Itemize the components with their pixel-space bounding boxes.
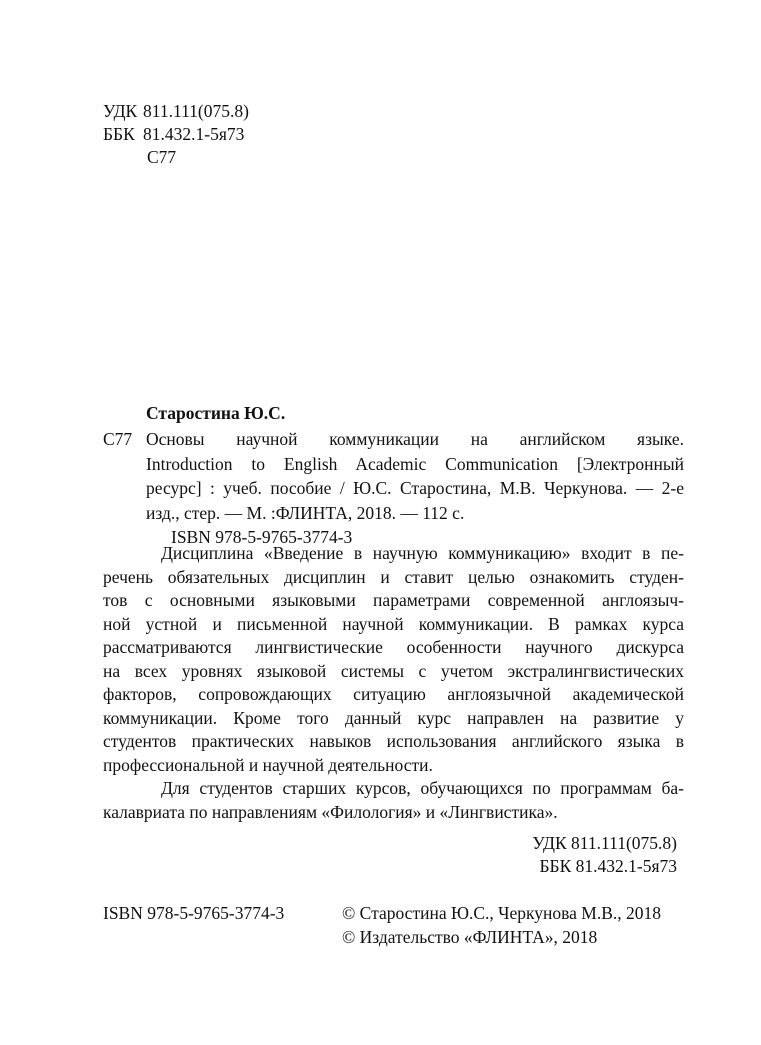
abstract-line: факторов, сопровождающих ситуацию англоязычной академической — [103, 684, 684, 704]
author-code: С77 — [147, 147, 177, 167]
cutter-code: С77 — [103, 429, 133, 449]
abstract-line: Дисциплина «Введение в научную коммуникацию» входит в пе- — [161, 543, 684, 563]
bbk-value: 81.432.1-5я73 — [143, 124, 245, 144]
copyright-line: © Старостина Ю.С., Черкунова М.В., 2018 — [342, 903, 662, 923]
biblio-line: ресурс] : учеб. пособие / Ю.С. Старостина, М.В. Черкунова. — 2-е — [146, 478, 684, 498]
bbk-row — [103, 123, 249, 146]
copyright-block — [342, 902, 661, 949]
biblio-line: Основы научной коммуникации на английском языке. — [146, 429, 684, 449]
copyright-line: © Издательство «ФЛИНТА», 2018 — [342, 926, 598, 947]
footer-bbk: ББК 81.432.1-5я73 — [539, 856, 677, 876]
audience-line: Для студентов старших курсов, обучающихся по программам ба- — [161, 778, 684, 798]
classification-header — [103, 100, 249, 169]
udk-label: УДК — [103, 101, 138, 121]
biblio-line: изд., стер. — М. :ФЛИНТА, 2018. — 112 с. — [146, 502, 465, 523]
bbk-label: ББК — [103, 124, 135, 144]
abstract-line: коммуникации. Кроме того данный курс направлен на развитие у — [103, 707, 684, 728]
abstract-line: рассматриваются лингвистические особенности научного дискурса — [103, 637, 684, 657]
abstract-line: на всех уровнях языковой системы с учетом экстралингвистических — [103, 660, 684, 681]
author-heading: Старостина Ю.С. — [146, 403, 286, 423]
udk-value: 811.111(075.8) — [143, 101, 249, 121]
abstract-line: тов с основными языковыми параметрами современной англоязыч- — [103, 590, 684, 610]
footer-isbn: ISBN 978-5-9765-3774-3 — [103, 903, 285, 923]
abstract-line: речень обязательных дисциплин и ставит целью ознакомить студен- — [103, 566, 684, 587]
abstract — [103, 542, 684, 824]
audience-line: калавриата по направлениям «Филология» и «Лингвистика». — [103, 801, 558, 822]
abstract-line: ной устной и письменной научной коммуникации. В рамках курса — [103, 613, 684, 634]
bibliographic-record — [146, 428, 684, 551]
biblio-isbn: ISBN 978-5-9765-3774-3 — [171, 527, 353, 547]
abstract-line: профессиональной и научной деятельности. — [103, 754, 433, 775]
footer-udk: УДК 811.111(075.8) — [532, 833, 677, 853]
biblio-line: Introduction to English Academic Communication [Электронный — [146, 453, 684, 474]
abstract-line: студентов практических навыков использования английского языка в — [103, 731, 684, 751]
udk-row — [103, 100, 249, 123]
footer-classification — [532, 832, 677, 878]
